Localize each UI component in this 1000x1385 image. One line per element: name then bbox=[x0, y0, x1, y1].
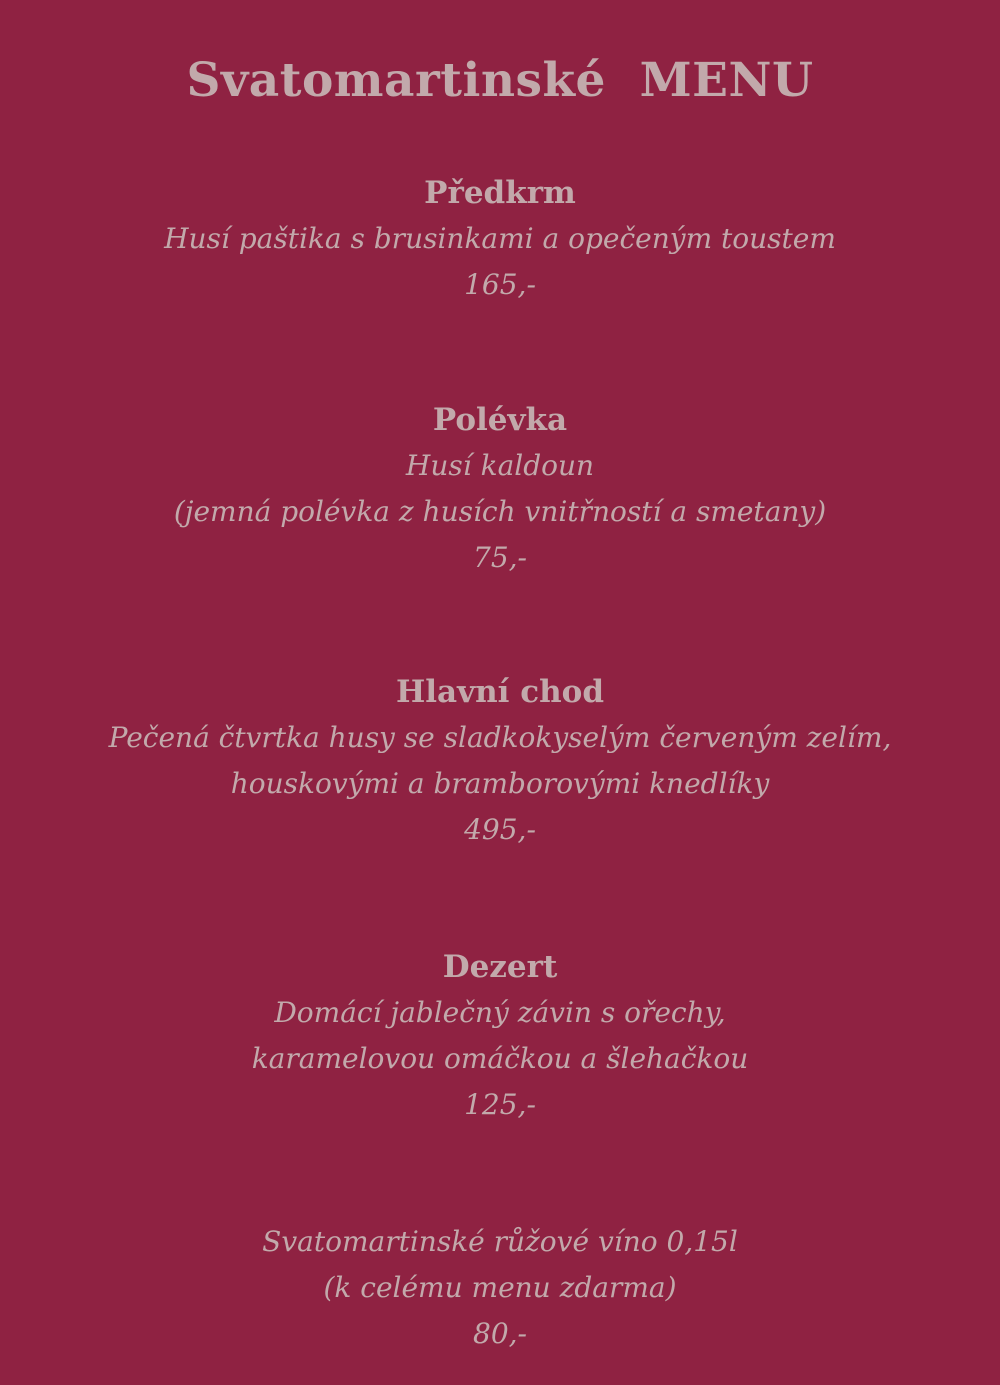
wine-description: (k celému menu zdarma) bbox=[323, 1271, 677, 1304]
menu-section-vino bbox=[0, 1219, 1000, 1357]
menu-section-predkrm bbox=[0, 170, 1000, 308]
dish-price: 75,- bbox=[473, 541, 527, 574]
section-heading: Dezert bbox=[442, 949, 558, 985]
dish-price: 495,- bbox=[464, 813, 536, 846]
dish-description: Husí kaldoun bbox=[405, 449, 595, 482]
dish-description: Husí paštika s brusinkami a opečeným toustem bbox=[164, 222, 836, 255]
menu-title: Svatomartinské MENU bbox=[186, 53, 814, 108]
dish-description: Pečená čtvrtka husy se sladkokyselým červeným zelím, bbox=[108, 721, 892, 754]
dish-price: 125,- bbox=[464, 1088, 536, 1121]
menu-section-hlavni-chod bbox=[0, 669, 1000, 853]
wine-price: 80,- bbox=[473, 1317, 527, 1350]
dish-description: (jemná polévka z husích vnitřností a smetany) bbox=[173, 495, 827, 528]
menu-section-polevka bbox=[0, 397, 1000, 581]
dish-description: Domácí jablečný závin s ořechy, bbox=[274, 996, 726, 1029]
dish-description: karamelovou omáčkou a šlehačkou bbox=[251, 1042, 749, 1075]
section-heading: Hlavní chod bbox=[395, 674, 605, 710]
section-heading: Předkrm bbox=[424, 175, 576, 211]
dish-price: 165,- bbox=[464, 268, 536, 301]
section-heading: Polévka bbox=[432, 402, 568, 438]
menu-section-dezert bbox=[0, 944, 1000, 1128]
dish-description: houskovými a bramborovými knedlíky bbox=[230, 767, 770, 800]
wine-description: Svatomartinské růžové víno 0,15l bbox=[262, 1225, 738, 1258]
